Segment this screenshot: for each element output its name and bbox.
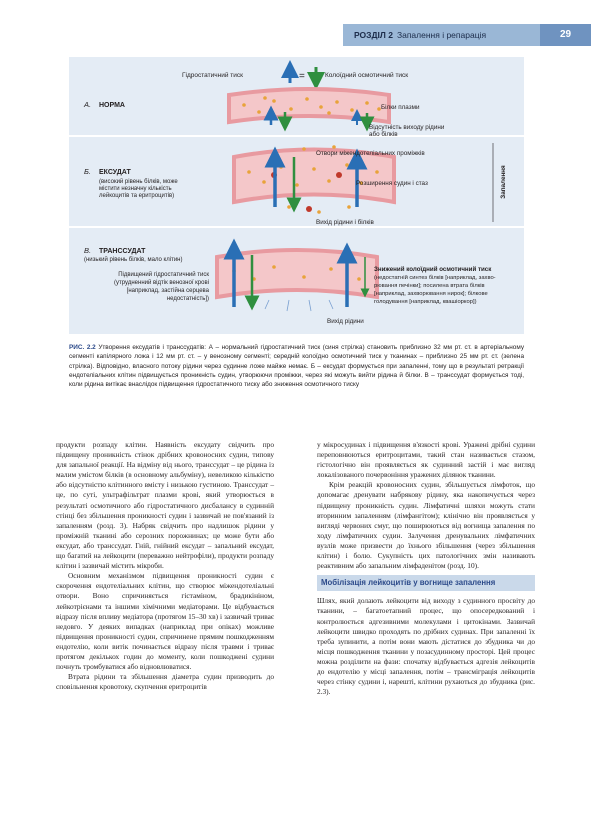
panel-c-right-1: Знижений колоїдний осмотичний тиск xyxy=(374,266,492,273)
panel-a-letter: А. xyxy=(84,100,92,109)
fluid-protein-exit-label: Вихід рідини і білків xyxy=(316,219,374,226)
dilation-label: Розширення судин і стаз xyxy=(356,180,428,187)
figure-label: РИС. 2.2 xyxy=(69,344,96,351)
paragraph: у мікросудинах і підвищення в'язкості крові. Уражені дрібні судини переповнюються еритроцитами, такий стан називається стазом, гістологічно він проявляється як судинний застій і має вигляд локалізованого почервоніння уражених ділянок тканини. xyxy=(317,440,535,480)
panel-c-left-3: [наприклад, застійна серцева xyxy=(126,288,209,294)
paragraph: Основним механізмом підвищення проникності судин є скорочення ендотеліальних клітин, що створює міжендотеліальні отвори. Воно спричиняється гістаміном, брадикініном, лейкотрієнами та іншими хімічними медіаторами. Це відбувається відразу після впливу медіатора (протягом 15–30 хв) і зазвичай триває недовго. У деяких випадках (наприклад при опіках) можливе підвищення проникності судин, спричинене прямим пошкодженням ендотелію, коли витік починається відразу після травми і триває протягом декількох годин до моменту, коли пошкоджені судини почнуть тромбуватися або відновлюватися. xyxy=(56,571,274,672)
no-exit-label-1: Відсутність виходу рідини xyxy=(369,124,445,131)
panel-a-title: НОРМА xyxy=(99,102,125,109)
section-label: РОЗДІЛ 2 xyxy=(354,30,393,40)
panel-c-right-2: (недостатній синтез білків [наприклад, захво- xyxy=(374,275,496,281)
plasma-proteins-label: Білки плазми xyxy=(381,104,420,111)
panel-c-right-5: голодування [наприклад, квашіоркор]) xyxy=(374,299,477,305)
body-column-left xyxy=(56,440,274,692)
panel-c-left-1: Підвищений гідростатичний тиск xyxy=(118,272,209,278)
panel-b-letter: Б. xyxy=(84,167,91,176)
paragraph: Втрата рідини та збільшення діаметра судин призводить до сповільнення кровотоку, скупчення еритроцитів xyxy=(56,672,274,692)
panel-b-title: ЕКСУДАТ xyxy=(99,169,131,176)
figure-2-2 xyxy=(69,57,524,334)
fluid-exit-label: Вихід рідини xyxy=(327,318,364,325)
paragraph: Шлях, який долають лейкоцити від виходу з судинного просвіту до тканини, – багатоетапний процес, що опосередкований і контролюється адгезивними молекулами і цитокінами. Зазвичай лейкоцити швидко проходять по дрібних судинах. При запаленні їх треба зупинити, а потім вони мають дістатися до збудника чи до місця пошкодження тканини у позасудинному просторі. Цей процес можна розділити на фази: спочатку відбувається адгезія лейкоцитів до ендотелію у місці запалення, потім – трансміграція лейкоцитів через стінку судини і, нарешті, клітини рухаються до збудника (рис. 2.3). xyxy=(317,596,535,697)
section-name: Запалення і репарація xyxy=(396,30,487,40)
panel-c-letter: В. xyxy=(84,246,92,255)
hydrostatic-label: Гідростатичний тиск xyxy=(182,72,243,79)
panel-c-right-4: [наприклад, захворювання нирок]; білкове xyxy=(374,291,488,297)
panel-c-left-4: недостатність]) xyxy=(166,296,209,302)
panel-c-right-3: рювання печінки]; посилена втрата білків xyxy=(374,283,485,289)
paragraph: Крім реакцій кровоносних судин, збільшується лімфоток, що допомагає дренувати набрякову рідину, яка накопичується через підвищену проникність судин. Лімфатичні шляхи можуть стати вторинним запаленням (лімфангітом); клінічно він проявляється у вигляді червоних смуг, що поширюються від вогнища запалення по ходу лімфатичних судин. Залучення дренувальних лімфатичних вузлів може призвести до їхнього збільшення (через збільшення клітин) і болю. Сукупність цих патологічних змін називають реактивним або запальним лімфаденітом (розд. 10). xyxy=(317,480,535,571)
equals-sign: = xyxy=(299,71,305,82)
figure-diagram xyxy=(69,57,524,334)
panel-b-desc-1: (високий рівень білків, може xyxy=(99,179,178,185)
caption-text: Утворення ексудатів і транссудатів: А – нормальний гідростатичний тиск (синя стрілка) становить приблизно 32 мм рт. ст. в артеріальному сегменті капілярного ложа і 12 мм рт. ст. – у венозному сегменті; середній колоїдно осмотичний тиск у тканинах – приблизно 25 мм рт. ст. (зелена стрілка). Відповідно, власного потоку рідини через судинне ложе майже немає. Б – ексудат формується при запаленні, тому що в результаті ретракції ендотеліальних клітин підвищується проникність судин, утворюючи проміжки, через які можуть вийти рідина й білки. В – транссудат формується тоді, коли рідина витікає внаслідок підвищення гідростатичного тиску або зниження осмотичного тиску xyxy=(69,344,525,389)
vessel-transudate xyxy=(217,249,377,311)
panel-b-desc-2: містити незначну кількість xyxy=(99,186,172,192)
gaps-label: Отвори міжендотеліальних проміжків xyxy=(316,150,425,157)
panel-b-desc-3: лейкоцитів та еритроцитів) xyxy=(99,193,175,199)
body-column-right xyxy=(317,440,535,697)
vessel-normal xyxy=(229,89,389,125)
section-title xyxy=(354,24,486,46)
paragraph: продукти розпаду клітин. Наявність ексудату свідчить про підвищену проникність стінок дрібних кровоносних судин, типову для запальної реакції. На відміну від нього, транссудат – це рідина із малим умістом білків (в основному альбуміну), невеликою кількістю або відсутністю клітинного вмісту і низькою густиною. Транссудат – це, по суті, ультрафільтрат плазми крові, який утворюється в результаті осмотичного або гідростатичного дисбалансу в судинній стінці без збільшення проникності судин і зазвичай не пов'язаний із запаленням (розд. 3). Набряк свідчить про надлишок рідини у проміжній тканині або серозних порожнинах; це може бути або ексудат, або транссудат. Гній, гнійний ексудат – запальний ексудат, що багатий на лейкоцити (переважно нейтрофіли), продукти розпаду клітин і зазвичай містить мікроби. xyxy=(56,440,274,571)
colloid-label: Колоїдний осмотичний тиск xyxy=(325,72,409,79)
figure-caption xyxy=(69,343,524,389)
section-subheading: Мобілізація лейкоцитів у вогнище запалення xyxy=(317,575,535,591)
page-header xyxy=(0,0,591,48)
panel-c-left-2: (утрудненний відтік венозної крові xyxy=(114,280,209,286)
inflammation-side-label: Запалення xyxy=(500,165,507,199)
no-exit-label-2: або білків xyxy=(369,131,398,138)
panel-c-title: ТРАНССУДАТ xyxy=(99,248,146,255)
panel-c-desc: (низький рівень білків, мало клітин) xyxy=(84,257,183,263)
page-number: 29 xyxy=(540,24,591,46)
